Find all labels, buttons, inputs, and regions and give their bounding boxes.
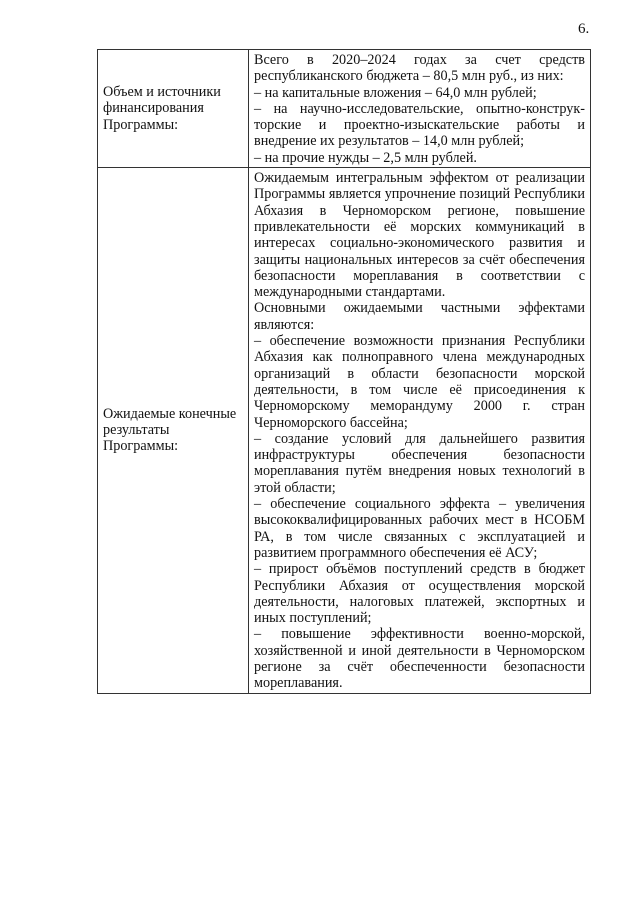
table-row-financing [98,50,591,168]
results-label-cell: Ожидаемые конечные результаты Программы: [98,168,249,694]
results-item-recognition: – обеспечение возможности признания Республики Абхазия как полноправного члена международных организаций в области безопасности морской деятельности, в том числе её присоединения к Черноморскому меморандуму 2000 г. стран Черноморского бассейна; [254,333,585,431]
results-integral-effect-paragraph: Ожидаемым интегральным эффектом от реализации Программы является упрочнение позиций Республики Абхазия в Черноморском регионе, повышение привлекательности её морских коммуникаций в интересах социально-экономического развития и защиты национальных интересов за счёт обеспечения безопасности мореплавания в соответствии с международными стандартами. [254,170,585,301]
results-item-infrastructure: – создание условий для дальнейшего развития инфраструктуры обеспечения безопасности мореплавания путём внедрения новых технологий в этой области; [254,430,585,496]
financing-capital-item: – на капитальные вложения – 64,0 млн рублей; [254,84,537,101]
results-content-cell [249,168,591,694]
results-item-social-effect: – обеспечение социального эффекта – увеличения высококвалифицированных рабочих мест в НСОБМ РА, в том числе связанных с эксплуатацией и развитием программного обеспечения её АСУ; [254,496,585,561]
financing-total-paragraph: Всего в 2020–2024 годах за счет средств республиканского бюджета – 80,5 млн руб., из них: [254,52,585,85]
results-item-efficiency: – повышение эффективности военно-морской, хозяйственной и иной деятельности в Черноморском регионе за счёт обеспеченности безопасности мореплавания. [254,626,585,692]
financing-research-item: – на научно-исследовательские, опытно-конструк-торские и проектно-изыскательские работы и внедрение их результатов – 14,0 млн рублей; [254,100,585,150]
financing-content-cell [249,50,591,168]
results-item-budget-revenue: – прирост объёмов поступлений средств в бюджет Республики Абхазия от осуществления морской деятельности, налоговых платежей, экспортных и иных поступлений; [254,561,585,627]
page-number: 6. [578,21,590,37]
results-private-effects-intro: Основными ожидаемыми частными эффектами являются: [254,300,585,333]
financing-label-cell: Объем и источники финансирования Программы: [98,50,249,168]
table-row-results [98,168,591,694]
financing-other-item: – на прочие нужды – 2,5 млн рублей. [254,149,477,166]
program-passport-table [97,49,591,694]
